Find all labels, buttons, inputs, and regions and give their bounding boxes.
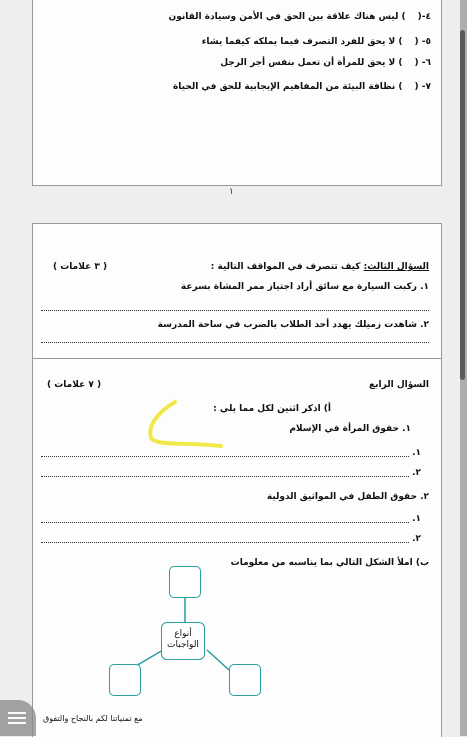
page-1 xyxy=(32,0,442,186)
diagram-center-types-of-duties xyxy=(161,622,205,660)
highlighter-mark xyxy=(133,394,233,474)
q3-item-1: ١. ركبت السيارة مع سائق أراد اجتياز ممر المشاة بسرعة xyxy=(180,282,429,292)
diagram-box-left[interactable] xyxy=(109,664,141,696)
q4-sub1-blank-1-num: ١. xyxy=(412,448,421,458)
item-7: ٧- () نظافة البيئة من المفاهيم الإيجابية للحق في الحياة xyxy=(172,82,431,92)
diagram-center-line-2: الواجبات xyxy=(167,640,199,650)
item-6: ٦- () لا يحق للمرأة أن تعمل بنفس أجر الرجل xyxy=(220,58,431,68)
diagram-center-line-1: أنواع xyxy=(174,629,192,639)
q3-item-2: ٢. شاهدت زميلك يهدد أحد الطلاب بالضرب في ساحة المدرسة xyxy=(157,320,429,330)
q3-title-rest: كيف تتصرف في المواقف التالية : xyxy=(210,262,361,272)
q4-title: السؤال الرابع xyxy=(369,380,429,390)
q4-part-a: أ) اذكر اثنين لكل مما يلي : xyxy=(213,404,331,414)
page-2 xyxy=(32,223,442,737)
diagram-box-right[interactable] xyxy=(229,664,261,696)
item-4: ٤-() ليس هناك علاقة بين الحق في الأمن وسيادة القانون xyxy=(168,12,431,22)
q4-marks: ( ٧ علامات ) xyxy=(47,380,102,390)
q4-sub1-blank-2-num: ٢. xyxy=(412,468,421,478)
q4-sub2-blank-1-num: ١. xyxy=(412,514,421,524)
menu-icon[interactable] xyxy=(0,700,36,736)
q4-part-b: ب) املأ الشكل التالي بما يناسبه من معلومات xyxy=(230,558,429,568)
item-5: ٥- () لا يحق للفرد التصرف فيما يملكه كيفما يشاء xyxy=(201,37,431,47)
diagram-connectors xyxy=(33,224,441,737)
q3-marks: ( ٣ علامات ) xyxy=(53,262,108,272)
q4-sub-2: ٢. حقوق الطفل في المواثيق الدولية xyxy=(266,492,429,502)
diagram-box-top[interactable] xyxy=(169,566,201,598)
scrollbar-thumb[interactable] xyxy=(460,30,465,380)
q4-sub-1: ١. حقوق المرأة في الإسلام xyxy=(289,424,411,434)
q4-sub2-blank-2-num: ٢. xyxy=(412,534,421,544)
page-number: ١ xyxy=(229,187,234,197)
q3-title-label: السؤال الثالث: xyxy=(363,262,429,272)
footer-message: مع تمنياتنا لكم بالنجاح والتفوق xyxy=(43,714,143,723)
